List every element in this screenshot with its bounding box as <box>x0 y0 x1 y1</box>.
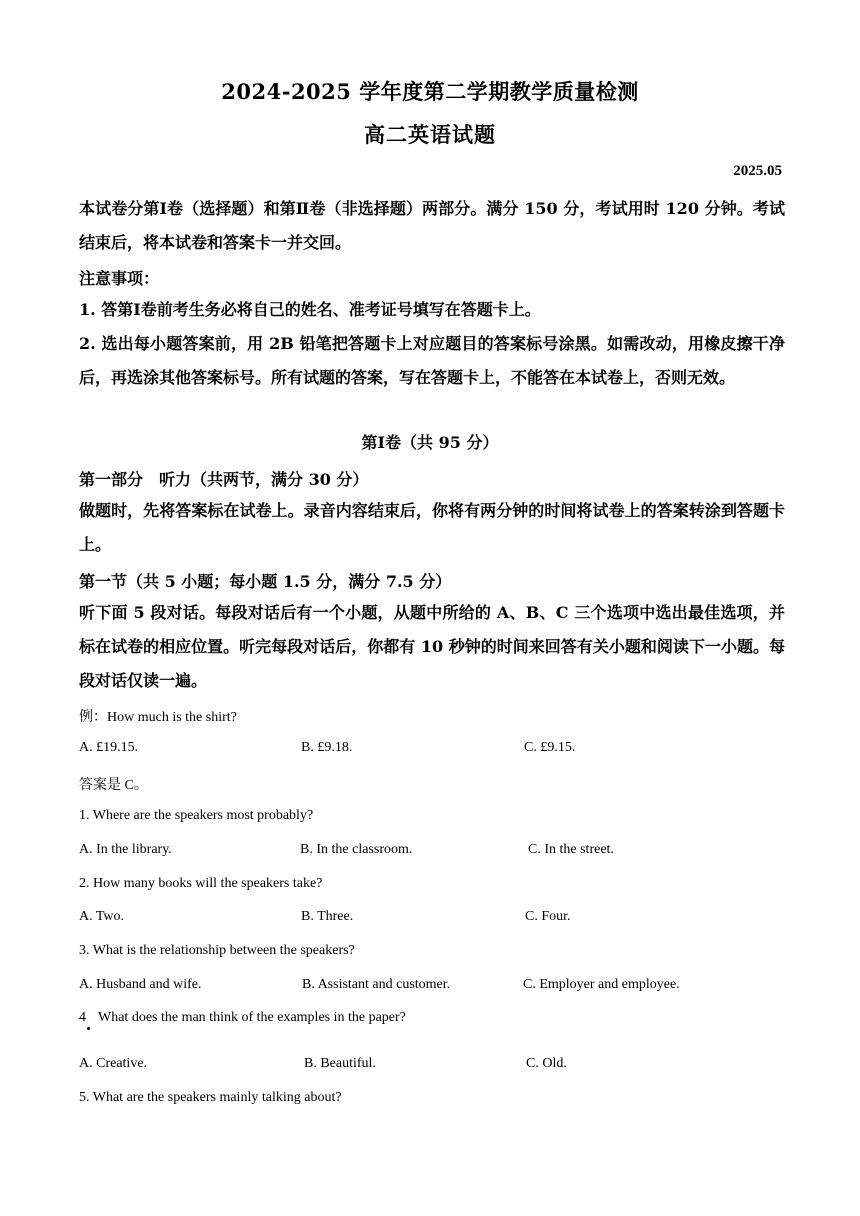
question-4-option-b: B. Beautiful. <box>304 1056 376 1071</box>
exam-title: 2024-2025 学年度第二学期教学质量检测 <box>221 79 639 104</box>
example-option-b: B. £9.18. <box>301 740 353 755</box>
question-number-dot <box>87 1027 90 1030</box>
question-2-option-c: C. Four. <box>525 909 571 924</box>
notice-item-2: 2. 选出每小题答案前，用 2B 铅笔把答题卡上对应题目的答案标号涂黑。如需改动，用橡皮擦干净后，再选涂其他答案标号。所有试题的答案，写在答题卡上，不能答在本试卷上，否则无效。 <box>79 334 785 387</box>
volume-1-title: 第Ⅰ卷（共 95 分） <box>361 433 499 452</box>
question-2-option-a: A. Two. <box>79 909 125 924</box>
notice-title: 注意事项： <box>79 269 160 288</box>
question-5: 5. What are the speakers mainly talking about? <box>79 1090 342 1105</box>
part-1-title: 第一部分 听力（共两节，满分 30 分） <box>79 470 369 489</box>
question-4-number: 4 <box>79 1010 86 1025</box>
section-1-instructions: 听下面 5 段对话。每段对话后有一个小题，从题中所给的 A、B、C 三个选项中选出最佳选项，并标在试卷的相应位置。听完每段对话后，你都有 10 秒钟的时间来回答有关小题和阅读下一小题。每段对话仅读一遍。 <box>79 603 785 690</box>
section-1-title: 第一节（共 5 小题；每小题 1.5 分，满分 7.5 分） <box>79 572 452 591</box>
question-2-option-b: B. Three. <box>301 909 354 924</box>
example-option-a: A. £19.15. <box>79 740 139 755</box>
question-4: What does the man think of the examples in the paper? <box>98 1010 406 1025</box>
exam-subtitle: 高二英语试题 <box>364 122 496 147</box>
question-3-option-c: C. Employer and employee. <box>523 977 680 992</box>
part-1-instructions: 做题时，先将答案标在试卷上。录音内容结束后，你将有两分钟的时间将试卷上的答案转涂到答题卡上。 <box>79 501 785 554</box>
question-3: 3. What is the relationship between the speakers? <box>79 943 355 958</box>
question-4-option-a: A. Creative. <box>79 1056 148 1071</box>
question-1-option-b: B. In the classroom. <box>300 842 413 857</box>
intro-text: 本试卷分第Ⅰ卷（选择题）和第Ⅱ卷（非选择题）两部分。满分 150 分，考试用时 120 分钟。考试结束后，将本试卷和答案卡一并交回。 <box>79 199 785 252</box>
question-3-option-b: B. Assistant and customer. <box>302 977 451 992</box>
question-1: 1. Where are the speakers most probably? <box>79 808 314 823</box>
example-option-c: C. £9.15. <box>524 740 576 755</box>
example-question: 例：How much is the shirt? <box>79 710 237 725</box>
example-answer: 答案是 C。 <box>79 778 148 793</box>
notice-item-1: 1. 答第Ⅰ卷前考生务必将自己的姓名、准考证号填写在答题卡上。 <box>79 300 541 319</box>
question-2: 2. How many books will the speakers take? <box>79 876 323 891</box>
question-3-option-a: A. Husband and wife. <box>79 977 202 992</box>
question-4-option-c: C. Old. <box>526 1056 567 1071</box>
exam-date: 2025.05 <box>733 163 782 179</box>
question-1-option-a: A. In the library. <box>79 842 172 857</box>
question-1-option-c: C. In the street. <box>528 842 614 857</box>
